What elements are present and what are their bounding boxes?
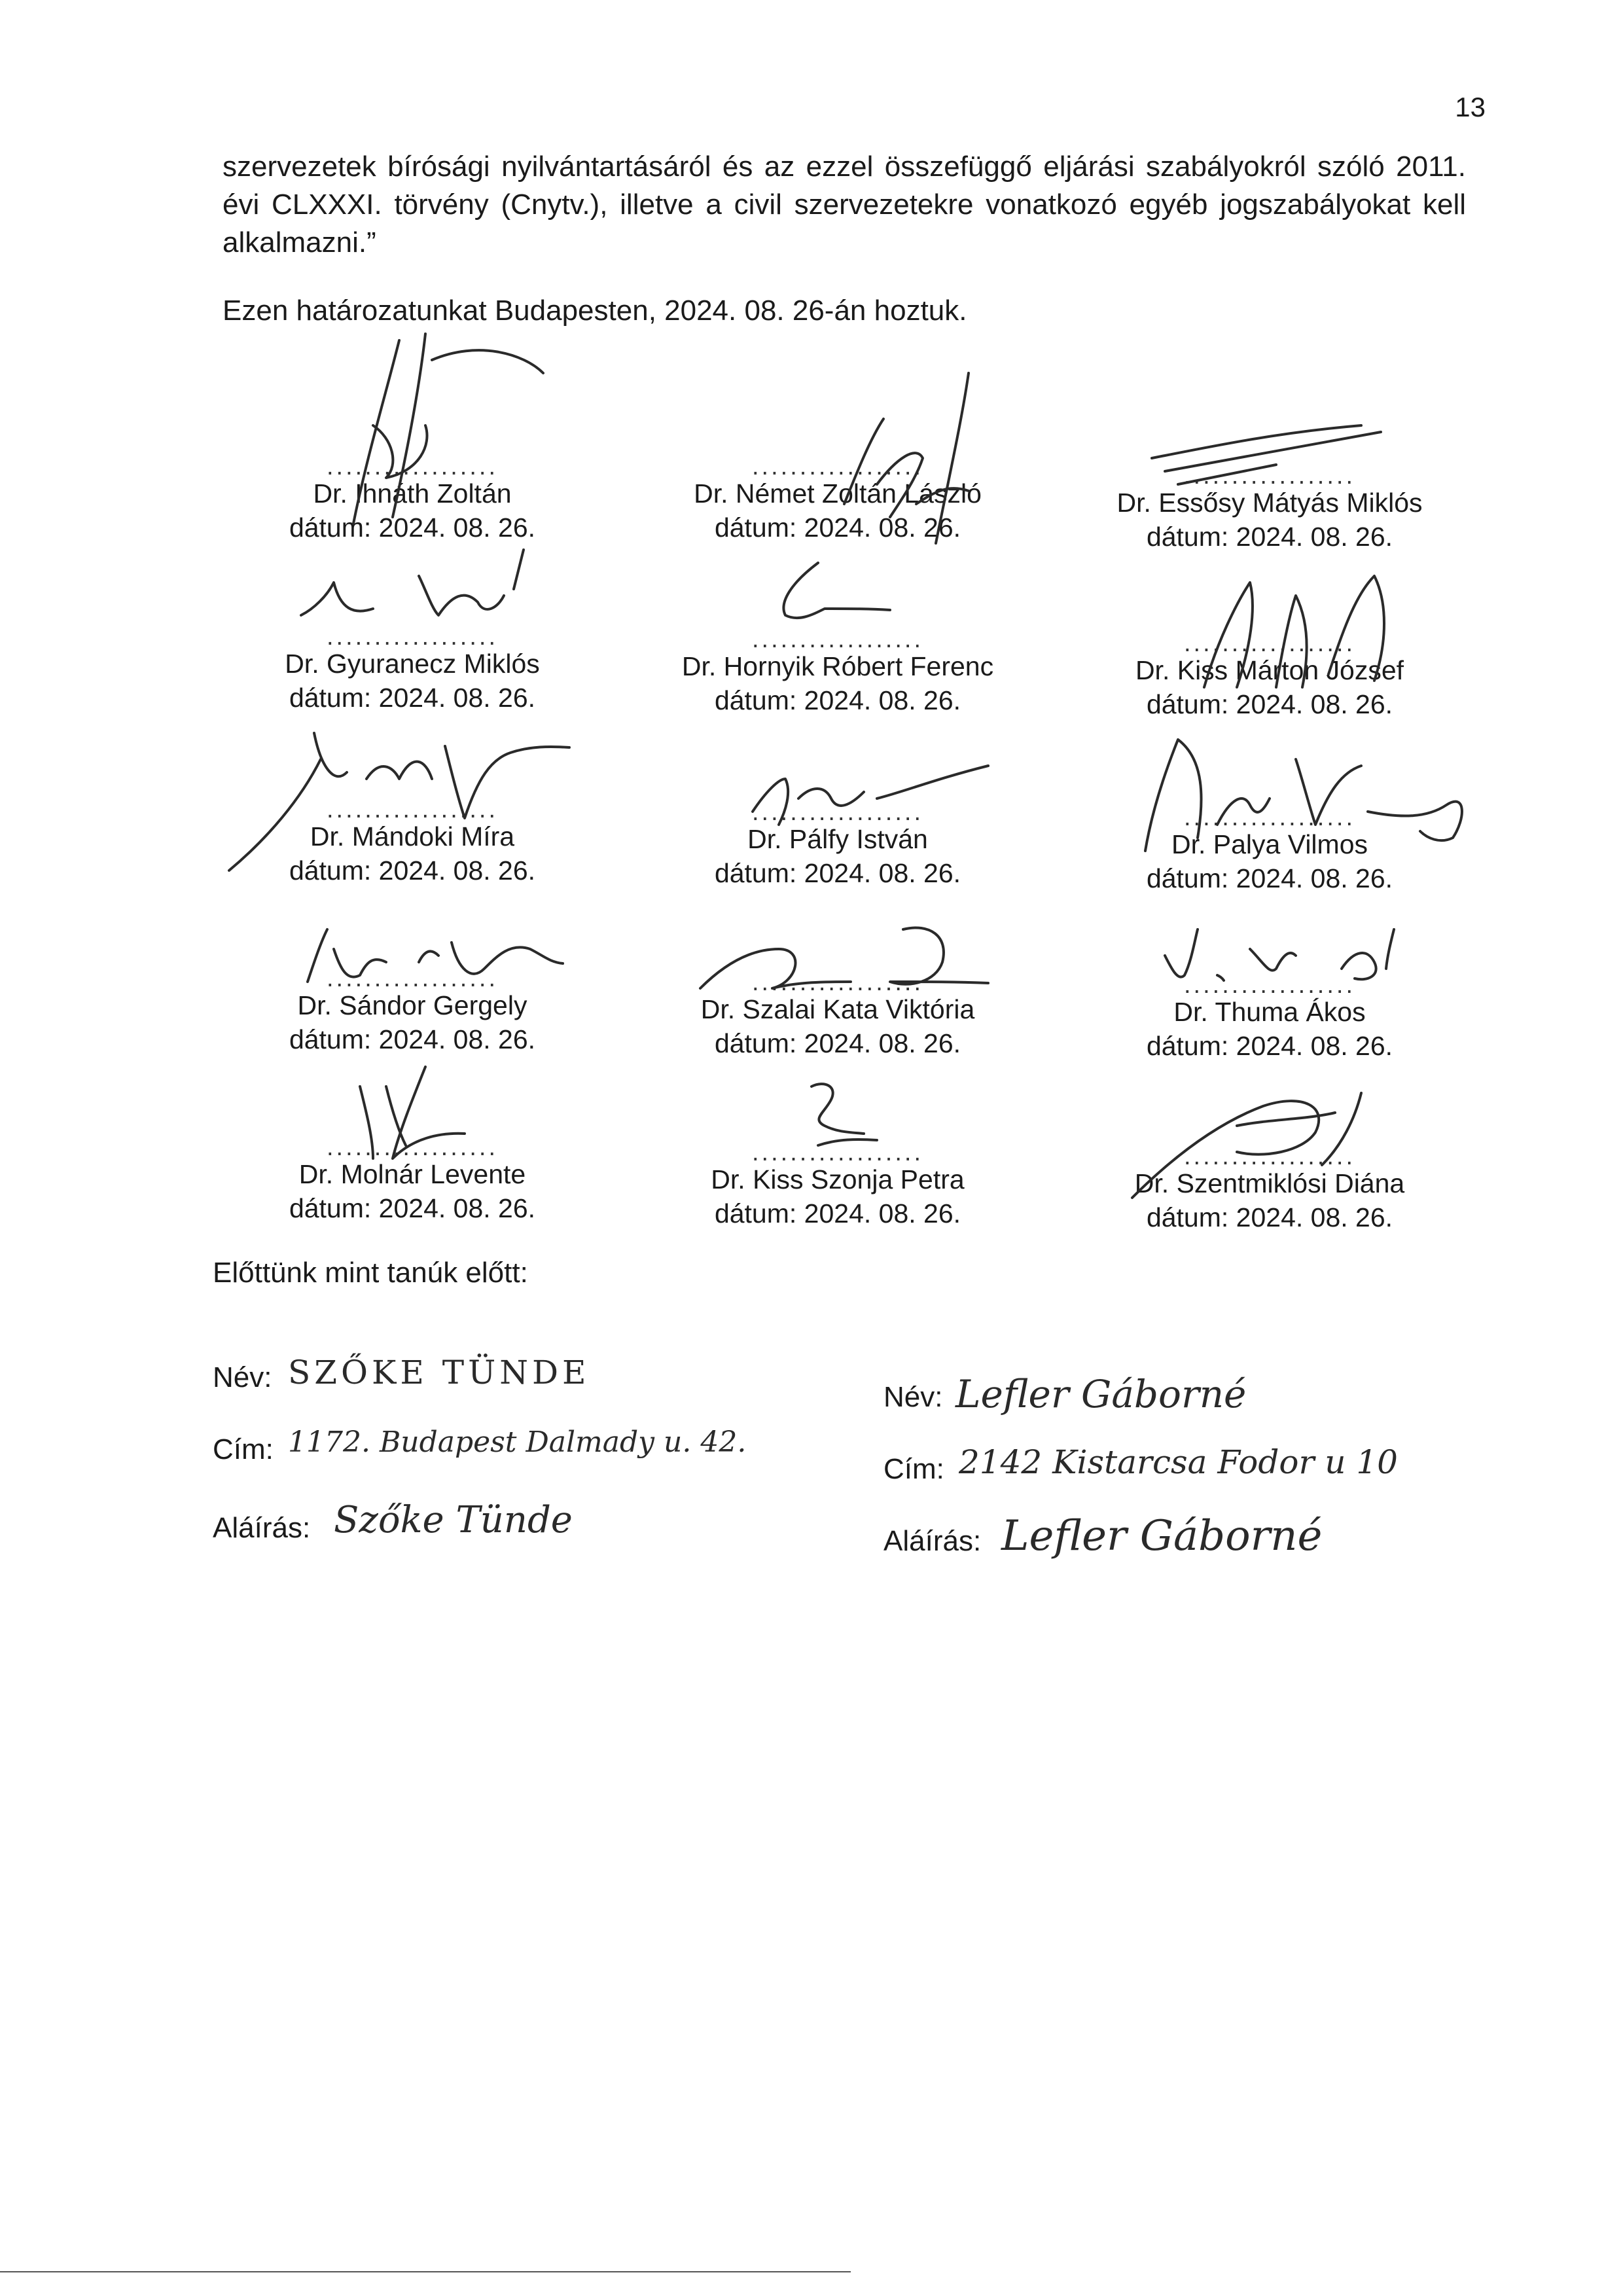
signatory-name: Dr. Mándoki Míra xyxy=(310,821,515,852)
signature-line: .................. xyxy=(1183,1147,1356,1166)
signatory-date: dátum: 2024. 08. 26. xyxy=(1146,522,1393,552)
signatory-name: Dr. Szalai Kata Viktória xyxy=(700,994,975,1024)
signatory-name: Dr. Thuma Ákos xyxy=(1173,997,1366,1027)
signatory-date: dátum: 2024. 08. 26. xyxy=(289,683,536,713)
witness-right-signature-label: Aláírás: xyxy=(883,1525,982,1557)
signatory-date: dátum: 2024. 08. 26. xyxy=(289,512,536,543)
signatory-date: dátum: 2024. 08. 26. xyxy=(714,1198,961,1229)
handwritten-signature-essosy xyxy=(1139,406,1387,497)
handwritten-signature-molnar xyxy=(327,1060,497,1165)
signatory-name: Dr. Essősy Mátyás Miklós xyxy=(1116,488,1423,518)
signature-line: .................. xyxy=(326,627,499,647)
handwritten-signature-sandor xyxy=(288,910,569,1008)
handwritten-signature-kiss-szonja xyxy=(772,1073,903,1172)
signature-line: .................. xyxy=(326,969,499,988)
signatory-date: dátum: 2024. 08. 26. xyxy=(289,1193,536,1223)
handwritten-signature-thuma xyxy=(1139,916,1414,995)
witness-right-signature-value: Lefler Gáborné xyxy=(1001,1512,1323,1560)
intro-paragraph: szervezetek bírósági nyilvántartásáról és az ezzel összefüggő eljárási szabályokról szóló 2011. évi CLXXXI. törvény (Cnytv.), illetve a civil szervezetekre vonatkozó egyéb jogszabályokat kell alkalmazni.” xyxy=(223,151,1466,259)
signatory-date: dátum: 2024. 08. 26. xyxy=(714,685,961,715)
signature-line: .................. xyxy=(1183,466,1356,486)
signature-line: .................. xyxy=(751,457,924,476)
witness-left-name-label: Név: xyxy=(213,1361,272,1393)
witness-left-name-value: SZŐKE TÜNDE xyxy=(288,1354,590,1391)
signatory-date: dátum: 2024. 08. 26. xyxy=(289,1024,536,1054)
handwritten-signature-hornyik xyxy=(733,550,903,641)
signature-line: .................. xyxy=(751,630,924,649)
page-bottom-edge-line xyxy=(0,2271,851,2272)
signatory-date: dátum: 2024. 08. 26. xyxy=(1146,1202,1393,1232)
handwritten-signature-palya xyxy=(1113,720,1479,864)
signature-line: .................. xyxy=(1183,975,1356,995)
handwritten-signature-szalai xyxy=(681,910,1021,1001)
witness-left-signature-label: Aláírás: xyxy=(213,1512,311,1544)
signatory-name: Dr. Szentmiklósi Diána xyxy=(1134,1168,1405,1198)
handwritten-signature-nemet xyxy=(785,367,995,556)
handwritten-signature-ihnath xyxy=(327,314,576,543)
signature-line: .................. xyxy=(751,973,924,992)
signatory-name: Dr. Ihnáth Zoltán xyxy=(313,478,512,509)
signature-line: .................. xyxy=(751,1143,924,1162)
signature-line: .................. xyxy=(326,457,499,476)
witness-right-address-label: Cím: xyxy=(883,1453,944,1485)
witness-left-signature-value: Szőke Tünde xyxy=(334,1499,573,1541)
handwritten-signature-szentmiklosi xyxy=(1113,1067,1374,1204)
signatory-name: Dr. Hornyik Róbert Ferenc xyxy=(681,651,994,681)
signatory-date: dátum: 2024. 08. 26. xyxy=(714,1028,961,1058)
witness-left-address-value: 1172. Budapest Dalmady u. 42. xyxy=(288,1426,747,1459)
signatory-date: dátum: 2024. 08. 26. xyxy=(1146,863,1393,893)
signatory-name: Dr. Sándor Gergely xyxy=(297,990,527,1020)
signatory-date: dátum: 2024. 08. 26. xyxy=(1146,1031,1393,1061)
signatory-name: Dr. Német Zoltán László xyxy=(694,478,982,509)
signatory-date: dátum: 2024. 08. 26. xyxy=(714,512,961,543)
handwritten-signature-gyuranecz xyxy=(288,537,563,641)
handwritten-signature-palfy xyxy=(740,753,1001,831)
witness-right-name-label: Név: xyxy=(883,1381,943,1413)
signatory-date: dátum: 2024. 08. 26. xyxy=(1146,689,1393,719)
witness-section-title: Előttünk mint tanúk előtt: xyxy=(213,1257,528,1289)
page-number: 13 xyxy=(1455,92,1486,122)
signatory-name: Dr. Molnár Levente xyxy=(298,1159,526,1189)
signature-line: .................. xyxy=(326,1138,499,1157)
signatory-name: Dr. Palya Vilmos xyxy=(1171,829,1368,859)
signature-block-hornyik xyxy=(654,630,1021,717)
signatory-name: Dr. Pálfy István xyxy=(747,824,928,854)
signature-line: .................. xyxy=(326,800,499,819)
signatory-date: dátum: 2024. 08. 26. xyxy=(714,858,961,888)
handwritten-signature-kiss-marton xyxy=(1178,563,1414,694)
signatory-name: Dr. Kiss Márton József xyxy=(1135,655,1404,685)
signatory-name: Dr. Gyuranecz Miklós xyxy=(285,649,540,679)
handwritten-signature-mandoki xyxy=(216,707,582,877)
witness-right-name-value: Lefler Gáborné xyxy=(955,1372,1247,1416)
signatory-name: Dr. Kiss Szonja Petra xyxy=(711,1164,965,1194)
signature-line: .................. xyxy=(751,802,924,822)
signature-line: .................. xyxy=(1183,808,1356,827)
signature-line: .................. xyxy=(1183,634,1356,653)
signatory-date: dátum: 2024. 08. 26. xyxy=(289,855,536,886)
closing-statement: Ezen határozatunkat Budapesten, 2024. 08. 26-án hoztuk. xyxy=(223,295,967,327)
witness-right-address-value: 2142 Kistarcsa Fodor u 10 xyxy=(959,1443,1398,1481)
witness-left-address-label: Cím: xyxy=(213,1433,274,1465)
